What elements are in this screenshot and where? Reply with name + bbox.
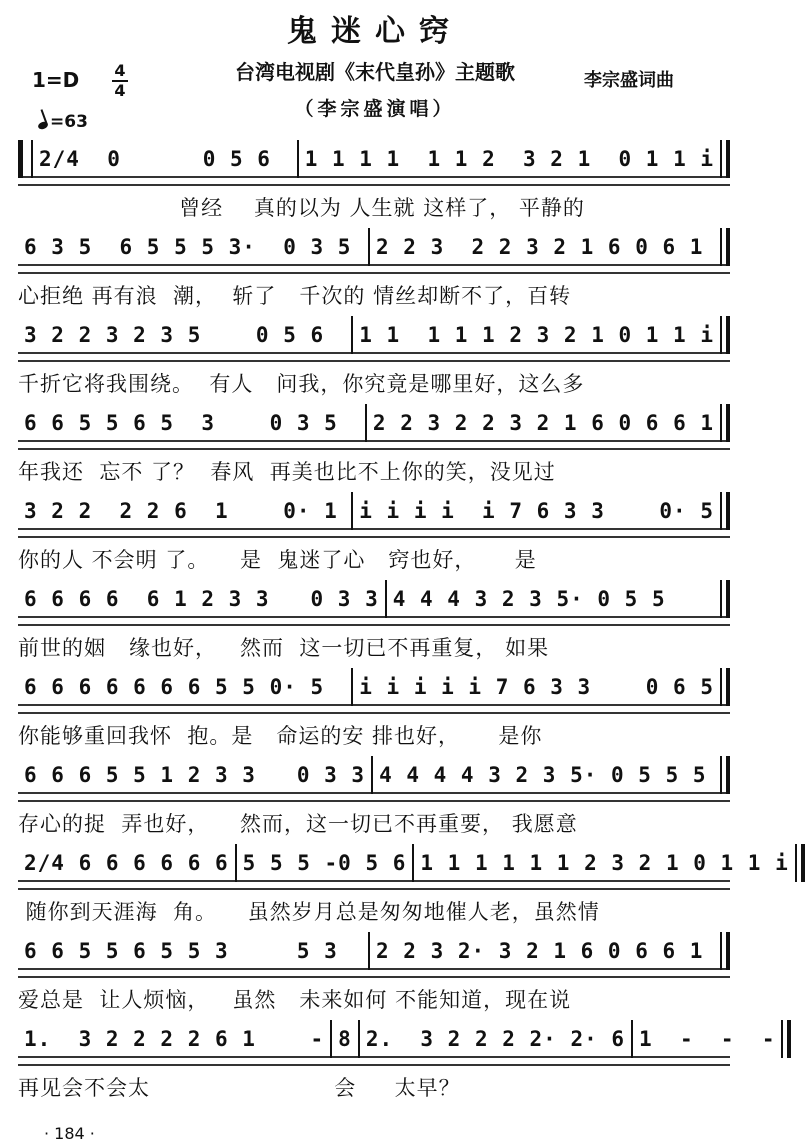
score-system — [18, 318, 730, 406]
tempo-value: =63 — [50, 112, 88, 132]
quarter-note-icon — [37, 121, 49, 131]
bar-line — [720, 932, 730, 970]
measure: 3 2 2 2 2 6 1 0· 1 — [24, 499, 338, 523]
lyrics-line: 随你到天涯海 角。 虽然岁月总是匆匆地催人老，虽然情 — [18, 900, 600, 924]
lyrics-line: 年我还 忘不 了？ 春风 再美也比不上你的笑，没见过 — [18, 460, 556, 484]
lyrics-line: 再见会不会太 会 太早？ — [18, 1076, 461, 1100]
measure: 1 1 1 1 1 1 2 3 2 1 0 1 1 i — [420, 851, 789, 875]
bar-line — [720, 492, 730, 530]
key-signature: 1=D — [32, 68, 80, 92]
duration-underline — [18, 440, 730, 450]
measure: 4 4 4 3 2 3 5· 0 5 5 — [392, 587, 666, 611]
score-system — [18, 142, 730, 230]
bar-line — [720, 316, 730, 354]
bar-line — [720, 756, 730, 794]
meter-top: 4 — [114, 61, 126, 80]
duration-underline — [18, 704, 730, 714]
notation-line — [18, 934, 730, 968]
lyrics-line: 你的人 不会明 了。 是 鬼迷了心 窍也好， 是 — [18, 548, 537, 572]
notation-line — [18, 494, 730, 528]
measure: 2/4 0 0 5 6 — [39, 147, 271, 171]
measure: 8 — [338, 1027, 352, 1051]
score-system — [18, 230, 730, 318]
measure: 6 6 5 5 6 5 5 3 5 3 — [24, 939, 338, 963]
duration-underline — [18, 352, 730, 362]
duration-underline — [18, 528, 730, 538]
measure: 1 1 1 1 1 1 2 3 2 1 0 1 1 i — [304, 147, 714, 171]
score-system — [18, 406, 730, 494]
lyrics-line: 心拒绝 再有浪 潮， 斩了 千次的 情丝却断不了，百转 — [18, 284, 572, 308]
measure: 4 4 4 4 3 2 3 5· 0 5 5 5 — [379, 763, 707, 787]
bar-line — [720, 668, 730, 706]
measure: 6 3 5 6 5 5 5 3· 0 3 5 — [24, 235, 352, 259]
score-system — [18, 846, 789, 934]
time-signature — [110, 62, 130, 100]
song-title: 鬼迷心窍 — [287, 14, 463, 49]
measure: 6 6 5 5 6 5 3 0 3 5 — [24, 411, 338, 435]
notation-line — [18, 406, 730, 440]
lyrics-line: 前世的姻 缘也好， 然而 这一切已不再重复， 如果 — [18, 636, 550, 660]
bar-line — [720, 580, 730, 618]
duration-underline — [18, 1056, 730, 1066]
measure: i i i i i 7 6 3 3 0· 5 — [359, 499, 714, 523]
notation-line — [18, 758, 730, 792]
notation-line — [18, 1022, 776, 1056]
duration-underline — [18, 616, 730, 626]
lyrics-line: 存心的捉 弄也好， 然而，这一切已不再重要， 我愿意 — [18, 812, 578, 836]
measure: i i i i i 7 6 3 3 0 6 5 — [359, 675, 714, 699]
notation-line — [18, 318, 730, 352]
lyrics-line: 你能够重回我怀 抱。是 命运的安 排也好， 是你 — [18, 724, 543, 748]
duration-underline — [18, 792, 730, 802]
measure: 1 1 1 1 1 2 3 2 1 0 1 1 i — [359, 323, 714, 347]
bar-line — [795, 844, 805, 882]
measure: 1 - - - — [639, 1027, 776, 1051]
score-system — [18, 758, 730, 846]
bar-line — [720, 404, 730, 442]
score-system — [18, 934, 730, 1022]
notation-line — [18, 582, 730, 616]
notation-line — [18, 142, 730, 176]
measure: 2. 3 2 2 2 2· 2· 6 — [365, 1027, 626, 1051]
duration-underline — [18, 176, 730, 186]
singer-credit: （李宗盛演唱） — [294, 98, 456, 120]
notation-line — [18, 846, 789, 880]
duration-underline — [18, 264, 730, 274]
score-system — [18, 1022, 776, 1110]
lyrics-line: 爱总是 让人烦恼， 虽然 未来如何 不能知道，现在说 — [18, 988, 572, 1012]
page-number: · 184 · — [44, 1124, 95, 1143]
tempo-marking — [38, 112, 88, 132]
score-system — [18, 494, 730, 582]
measure: 2 2 3 2 2 3 2 1 6 0 6 1 — [376, 235, 704, 259]
measure: 3 2 2 3 2 3 5 0 5 6 — [24, 323, 325, 347]
lyrics-line: 曾经 真的以为 人生就 这样了， 平静的 — [18, 196, 585, 220]
measure: 1. 3 2 2 2 2 6 1 - — [24, 1027, 325, 1051]
measure: 6 6 6 5 5 1 2 3 3 0 3 3 — [24, 763, 366, 787]
duration-underline — [18, 880, 730, 890]
measure: 2 2 3 2· 3 2 1 6 0 6 6 1 — [376, 939, 704, 963]
measure: 2 2 3 2 2 3 2 1 6 0 6 6 1 — [372, 411, 714, 435]
duration-underline — [18, 968, 730, 978]
measure: 6 6 6 6 6 6 6 5 5 0· 5 — [24, 675, 325, 699]
measure: 6 6 6 6 6 1 2 3 3 0 3 3 — [24, 587, 379, 611]
notation-line — [18, 230, 730, 264]
score-system — [18, 670, 730, 758]
repeat-bar — [18, 140, 33, 178]
bar-line — [720, 140, 730, 178]
lyrics-line: 千折它将我围绕。 有人 问我，你究竟是哪里好，这么多 — [18, 372, 585, 396]
song-subtitle: 台湾电视剧《末代皇孙》主题歌 — [235, 60, 515, 84]
meter-bottom: 4 — [114, 81, 126, 100]
score-system — [18, 582, 730, 670]
measure: 5 5 5 -0 5 6 — [242, 851, 407, 875]
composer-credit: 李宗盛词曲 — [584, 70, 674, 91]
notation-line — [18, 670, 730, 704]
bar-line — [781, 1020, 791, 1058]
measure: 2/4 6 6 6 6 6 6 — [24, 851, 229, 875]
bar-line — [720, 228, 730, 266]
